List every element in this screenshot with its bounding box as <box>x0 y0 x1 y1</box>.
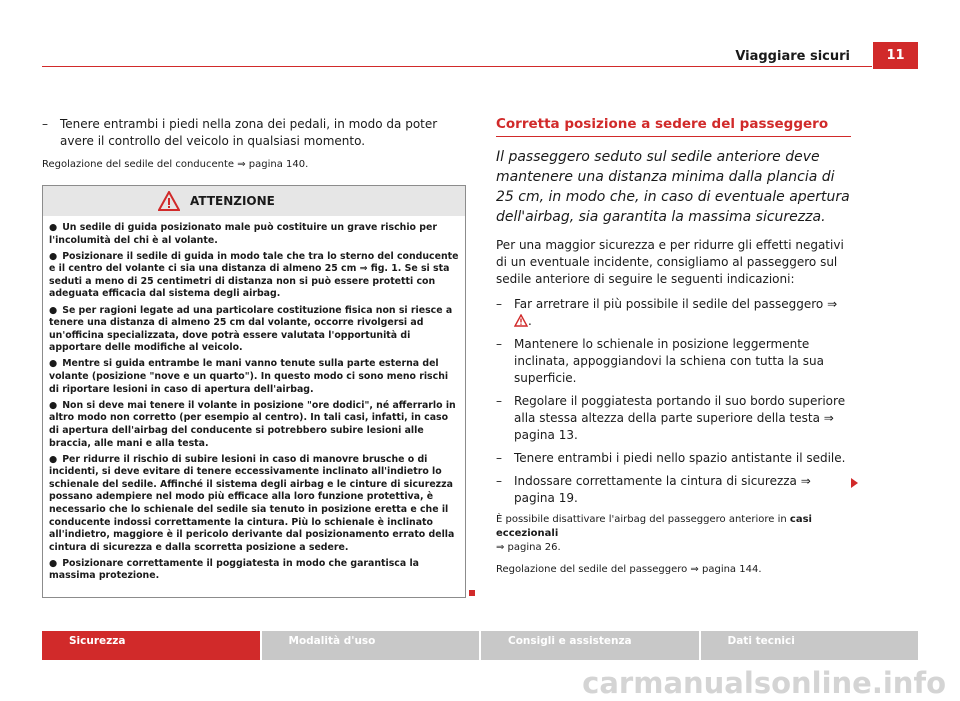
tab-sicurezza[interactable]: Sicurezza <box>42 631 260 660</box>
list-item: – Regolare il poggiatesta portando il suo bordo superiore alla stessa altezza della parte superiore della testa ⇒ pagina 13. <box>496 394 846 442</box>
section-end-marker <box>469 590 475 596</box>
tab-consigli-assistenza[interactable]: Consigli e assistenza <box>481 631 699 660</box>
header-rule <box>42 66 872 67</box>
left-column <box>42 116 467 172</box>
section-paragraph: Per una maggior sicurezza e per ridurre gli effetti negativi di un eventuale incidente, consigliamo al passeggero sul sedile anteriore di seguire le seguenti indicazioni: <box>496 238 844 286</box>
tab-modalita-uso[interactable]: Modalità d'uso <box>262 631 480 660</box>
warning-item: ● Non si deve mai tenere il volante in posizione "ore dodici", né afferrarlo in altro modo non corretto (per esempio al centro). In tali casi, infatti, in caso di apertura dell'airbag del conducente si potrebbero subire lesioni alle braccia, alle mani e alla testa. <box>49 399 456 449</box>
cross-reference[interactable]: Regolazione del sedile del passeggero ⇒ pagina 144. <box>496 564 762 575</box>
warning-item: ● Se per ragioni legate ad una particolare costituzione fisica non si riesce a tenere una distanza di almeno 25 cm dal volante, occorre rivolgersi ad un'officina specializzata, dove potrà essere valutata l'opportunità di apportare delle modifiche al veicolo. <box>49 304 453 354</box>
watermark: carmanualsonline.info <box>582 666 946 700</box>
warning-triangle-icon[interactable] <box>514 314 528 327</box>
warning-box <box>42 185 466 598</box>
list-item: – Tenere entrambi i piedi nella zona dei pedali, in modo da poter avere il controllo del veicolo in qualsiasi momento. <box>42 117 438 148</box>
warning-item: ● Mentre si guida entrambe le mani vanno tenute sulla parte esterna del volante (posizione "nove e un quarto"). In questo modo ci sono meno rischi di riportare lesioni in caso di apertura dell'airbag. <box>49 358 449 395</box>
continue-arrow-icon <box>851 478 858 488</box>
page-number: 11 <box>873 42 918 69</box>
warning-body <box>43 216 465 583</box>
tab-dati-tecnici[interactable]: Dati tecnici <box>701 631 919 660</box>
list-item: – Mantenere lo schienale in posizione leggermente inclinata, appoggiandovi la schiena con tutta la sua superficie. <box>496 337 824 385</box>
running-header-title: Viaggiare sicuri <box>735 49 850 64</box>
footer-tabs <box>42 631 918 660</box>
warning-item: ● Per ridurre il rischio di subire lesioni in caso di manovre brusche o di incidenti, si deve evitare di tenere eccessivamente inclinato all'indietro lo schienale del sedile. Affinché il sistema degli airbag e le cinture di sicurezza possano adempiere nel modo più efficace alla loro funzione protettiva, è necessario che lo schienale del sedile sia tenuto in posizione eretta e che il conducente indossi correttamente la cintura. Più lo schienale è inclinato all'indietro, maggiore è il pericolo derivante dal posizionamento errato della cintura di sicurezza e dalla scorretta posizione a sedere. <box>49 453 455 553</box>
right-column <box>496 116 851 577</box>
section-intro: Il passeggero seduto sul sedile anteriore deve mantenere una distanza minima dalla plancia di 25 cm, in modo che, in caso di eventuale apertura dell'airbag, sia garantita la massima sicurezza. <box>496 149 850 225</box>
warning-triangle-icon <box>158 191 180 211</box>
warning-item: ● Un sedile di guida posizionato male può costituire un grave rischio per l'incolumità del chi è al volante. <box>49 222 437 246</box>
warning-header <box>43 186 465 216</box>
list-item: – Indossare correttamente la cintura di sicurezza ⇒ pagina 19. <box>496 474 811 505</box>
cross-reference[interactable]: Regolazione del sedile del conducente ⇒ pagina 140. <box>42 159 309 170</box>
list-item: – Far arretrare il più possibile il sedile del passeggero ⇒ . <box>496 297 838 328</box>
airbag-note: È possibile disattivare l'airbag del passeggero anteriore in casi eccezionali ⇒ pagina 26. <box>496 514 812 553</box>
list-item: – Tenere entrambi i piedi nello spazio antistante il sedile. <box>496 451 846 465</box>
warning-item: ● Posizionare il sedile di guida in modo tale che tra lo sterno del conducente e il centro del volante ci sia una distanza di almeno 25 cm ⇒ fig. 1. Se si sta seduti a meno di 25 centimetri di distanza non si può essere protetti con adeguata efficacia dal sistema degli airbag. <box>49 250 459 300</box>
warning-label: ATTENZIONE <box>190 194 275 208</box>
section-title: Corretta posizione a sedere del passeggero <box>496 116 851 137</box>
warning-item: ● Posizionare correttamente il poggiatesta in modo che garantisca la massima protezione. <box>49 557 419 582</box>
